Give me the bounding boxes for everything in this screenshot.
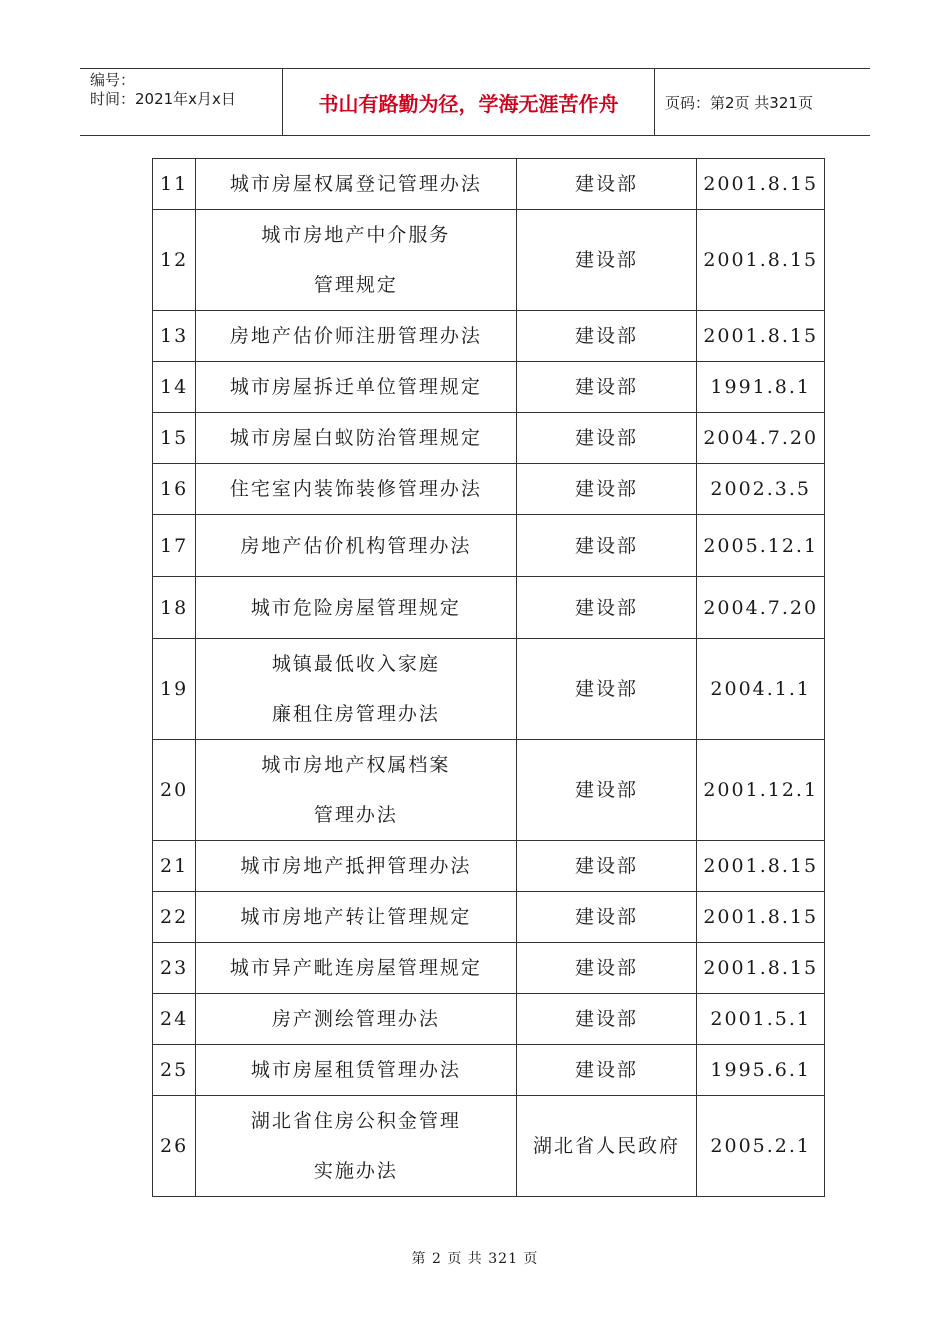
- document-number-label: 编号：: [90, 71, 136, 89]
- row-number: 25: [153, 1045, 196, 1096]
- table-row: [153, 841, 825, 892]
- row-number: 18: [153, 577, 196, 639]
- row-number: 12: [153, 210, 196, 311]
- regulation-name: [196, 841, 516, 892]
- effective-date: 2001.8.15: [697, 841, 825, 892]
- table-row: [153, 464, 825, 515]
- regulation-name: [196, 159, 516, 210]
- issuing-department: 建设部: [516, 413, 697, 464]
- effective-date: 2002.3.5: [697, 464, 825, 515]
- effective-date: 2004.1.1: [697, 639, 825, 740]
- table-row: [153, 892, 825, 943]
- regulation-name-line: 城市房屋拆迁单位管理规定: [229, 376, 482, 398]
- regulation-name: [196, 577, 516, 639]
- row-number: 24: [153, 994, 196, 1045]
- issuing-department: 建设部: [516, 943, 697, 994]
- table-row: [153, 413, 825, 464]
- effective-date: 2004.7.20: [697, 577, 825, 639]
- header-motto: 书山有路勤为径，学海无涯苦作舟: [283, 69, 655, 135]
- issuing-department: 建设部: [516, 1045, 697, 1096]
- row-number: 15: [153, 413, 196, 464]
- regulation-name-line: 房产测绘管理办法: [271, 1008, 440, 1030]
- regulation-name-line: 湖北省住房公积金管理: [250, 1110, 461, 1132]
- regulation-name: [196, 362, 516, 413]
- header-meta: [80, 69, 283, 135]
- row-number: 22: [153, 892, 196, 943]
- regulation-name: [196, 210, 516, 311]
- row-number: 21: [153, 841, 196, 892]
- row-number: 20: [153, 740, 196, 841]
- issuing-department: 建设部: [516, 994, 697, 1045]
- regulation-name-line: 廉租住房管理办法: [271, 703, 440, 725]
- table-row: [153, 639, 825, 740]
- regulation-name: [196, 515, 516, 577]
- effective-date: 2001.8.15: [697, 892, 825, 943]
- row-number: 26: [153, 1096, 196, 1197]
- regulation-name: [196, 639, 516, 740]
- effective-date: 2001.8.15: [697, 159, 825, 210]
- regulation-name-line: 住宅室内装饰装修管理办法: [229, 478, 482, 500]
- issuing-department: 建设部: [516, 639, 697, 740]
- table-row: [153, 515, 825, 577]
- regulation-name-line: 城市房地产转让管理规定: [240, 906, 472, 928]
- row-number: 16: [153, 464, 196, 515]
- table-row: [153, 1045, 825, 1096]
- table-row: [153, 362, 825, 413]
- regulation-name-line: 城市异产毗连房屋管理规定: [229, 957, 482, 979]
- effective-date: 2001.8.15: [697, 311, 825, 362]
- row-number: 23: [153, 943, 196, 994]
- regulation-name-line: 房地产估价师注册管理办法: [229, 325, 482, 347]
- row-number: 14: [153, 362, 196, 413]
- issuing-department: 建设部: [516, 311, 697, 362]
- effective-date: 1995.6.1: [697, 1045, 825, 1096]
- effective-date: 2001.5.1: [697, 994, 825, 1045]
- regulation-name: [196, 943, 516, 994]
- regulation-name-line: 城市房地产抵押管理办法: [240, 855, 472, 877]
- row-number: 17: [153, 515, 196, 577]
- regulation-name: [196, 892, 516, 943]
- issuing-department: 建设部: [516, 159, 697, 210]
- effective-date: 2004.7.20: [697, 413, 825, 464]
- document-time-label: 时间：2021年x月x日: [90, 90, 236, 108]
- regulation-name: [196, 740, 516, 841]
- regulation-name: [196, 1045, 516, 1096]
- regulation-name: [196, 994, 516, 1045]
- regulation-name-line: 房地产估价机构管理办法: [240, 534, 472, 557]
- issuing-department: 建设部: [516, 841, 697, 892]
- effective-date: 2001.8.15: [697, 943, 825, 994]
- header-page-info: 页码：第2页 共321页: [665, 93, 813, 112]
- issuing-department: 建设部: [516, 362, 697, 413]
- issuing-department: 建设部: [516, 892, 697, 943]
- regulation-name-line: 城市危险房屋管理规定: [250, 596, 461, 619]
- row-number: 19: [153, 639, 196, 740]
- issuing-department: 建设部: [516, 577, 697, 639]
- regulation-name-line: 城镇最低收入家庭: [271, 653, 440, 675]
- regulation-name-line: 城市房地产中介服务: [261, 224, 451, 246]
- issuing-department: 湖北省人民政府: [516, 1096, 697, 1197]
- issuing-department: 建设部: [516, 210, 697, 311]
- page-footer: 第 2 页 共 321 页: [411, 1251, 539, 1267]
- effective-date: 2005.12.1: [697, 515, 825, 577]
- regulation-name: [196, 1096, 516, 1197]
- table-row: [153, 740, 825, 841]
- regulations-table-body: [153, 159, 825, 1197]
- regulation-name-line: 城市房屋白蚁防治管理规定: [229, 427, 482, 449]
- regulation-name-line: 城市房屋权属登记管理办法: [229, 173, 482, 195]
- issuing-department: 建设部: [516, 740, 697, 841]
- regulation-name: [196, 311, 516, 362]
- effective-date: 2005.2.1: [697, 1096, 825, 1197]
- effective-date: 2001.8.15: [697, 210, 825, 311]
- page-header: [80, 68, 870, 136]
- table-row: [153, 210, 825, 311]
- regulation-name-line: 城市房屋租赁管理办法: [250, 1059, 461, 1081]
- table-row: [153, 577, 825, 639]
- table-row: [153, 311, 825, 362]
- issuing-department: 建设部: [516, 515, 697, 577]
- regulation-name-line: 实施办法: [313, 1160, 398, 1182]
- regulation-name: [196, 464, 516, 515]
- row-number: 11: [153, 159, 196, 210]
- regulation-name-line: 管理规定: [313, 274, 398, 296]
- regulation-name-line: 管理办法: [313, 804, 398, 826]
- table-row: [153, 994, 825, 1045]
- regulation-name: [196, 413, 516, 464]
- table-row: [153, 1096, 825, 1197]
- effective-date: 2001.12.1: [697, 740, 825, 841]
- effective-date: 1991.8.1: [697, 362, 825, 413]
- row-number: 13: [153, 311, 196, 362]
- regulations-table: [152, 158, 825, 1197]
- table-row: [153, 943, 825, 994]
- regulation-name-line: 城市房地产权属档案: [261, 754, 451, 776]
- issuing-department: 建设部: [516, 464, 697, 515]
- table-row: [153, 159, 825, 210]
